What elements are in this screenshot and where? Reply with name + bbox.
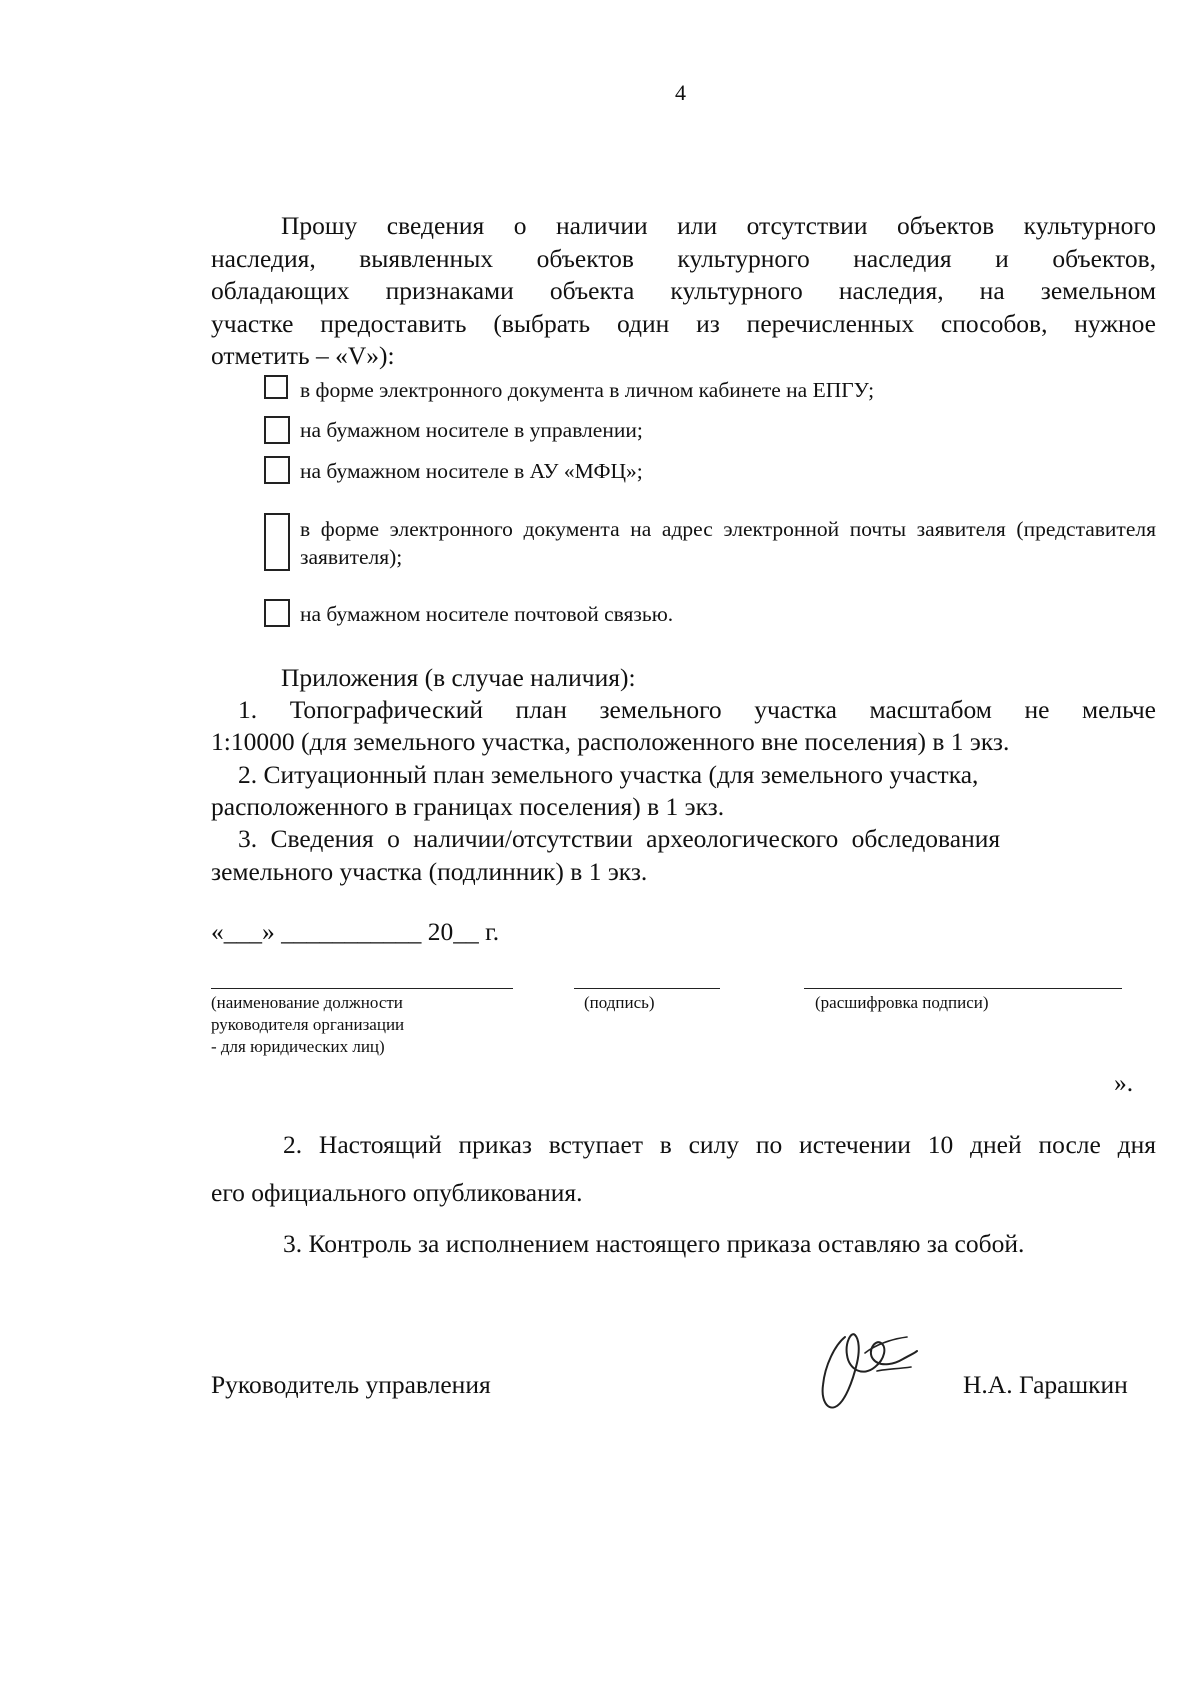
closing-quote: ». — [1114, 1068, 1134, 1097]
decoding-caption: (расшифровка подписи) — [815, 993, 989, 1012]
request-line-3: обладающих признаками объекта культурного наследия, на земельном — [211, 276, 1156, 305]
request-line-4: участке предоставить (выбрать один из перечисленных способов, нужное — [211, 308, 1156, 338]
attachment-2-line-1: 2. Ситуационный план земельного участка (для земельного участка, — [238, 760, 979, 789]
option-label: в форме электронного документа в личном кабинете на ЕПГУ; — [300, 378, 875, 402]
request-line-2: наследия, выявленных объектов культурного наследия и объектов, — [211, 243, 1156, 273]
clause-2-line-2: его официального опубликования. — [211, 1178, 583, 1207]
request-line-5: отметить – «V»): — [211, 341, 395, 370]
signature-line — [574, 988, 720, 989]
page-number: 4 — [675, 80, 686, 105]
option-email-label: в форме электронного документа на адрес электронной почты заявителя (представителя заявителя); — [300, 517, 1156, 569]
attachments-heading: Приложения (в случае наличия): — [281, 663, 636, 692]
position-caption — [211, 992, 404, 1058]
decoding-line — [804, 988, 1122, 989]
checkbox[interactable] — [264, 456, 290, 484]
attachment-2-line-2: расположенного в границах поселения) в 1 экз. — [211, 792, 725, 821]
option-label: на бумажном носителе почтовой связью. — [300, 602, 674, 626]
clause-3: 3. Контроль за исполнением настоящего приказа оставляю за собой. — [283, 1229, 1025, 1258]
attachment-3-line-2: земельного участка (подлинник) в 1 экз. — [211, 857, 648, 886]
request-line-1: Прошу сведения о наличии или отсутствии объектов культурного — [281, 211, 1156, 240]
signature-caption: (подпись) — [584, 993, 655, 1012]
attachment-3-line-1: 3. Сведения о наличии/отсутствии археологического обследования — [238, 824, 1001, 853]
position-caption-line-3: - для юридических лиц) — [211, 1037, 385, 1056]
checkbox[interactable] — [264, 416, 290, 444]
attachment-1-line-1: 1. Топографический план земельного участка масштабом не мельче — [238, 695, 1156, 724]
clause-2-line-1: 2. Настоящий приказ вступает в силу по истечении 10 дней после дня — [283, 1130, 1156, 1159]
option-label: на бумажном носителе в управлении; — [300, 418, 643, 442]
position-caption-line-2: руководителя организации — [211, 1015, 405, 1034]
position-caption-line-1: (наименование должности — [211, 993, 403, 1012]
checkbox[interactable] — [264, 599, 290, 627]
signatory-name: Н.А. Гарашкин — [963, 1370, 1128, 1399]
handwritten-signature — [815, 1325, 925, 1415]
request-paragraph — [211, 210, 1156, 373]
option-label: на бумажном носителе в АУ «МФЦ»; — [300, 459, 643, 483]
checkbox[interactable] — [264, 375, 288, 399]
signatory-title: Руководитель управления — [211, 1370, 491, 1399]
checkbox[interactable] — [264, 513, 290, 571]
date-line: «___» ___________ 20__ г. — [211, 917, 500, 946]
attachment-1-line-2: 1:10000 (для земельного участка, расположенного вне поселения) в 1 экз. — [211, 727, 1010, 756]
position-line — [211, 988, 513, 989]
